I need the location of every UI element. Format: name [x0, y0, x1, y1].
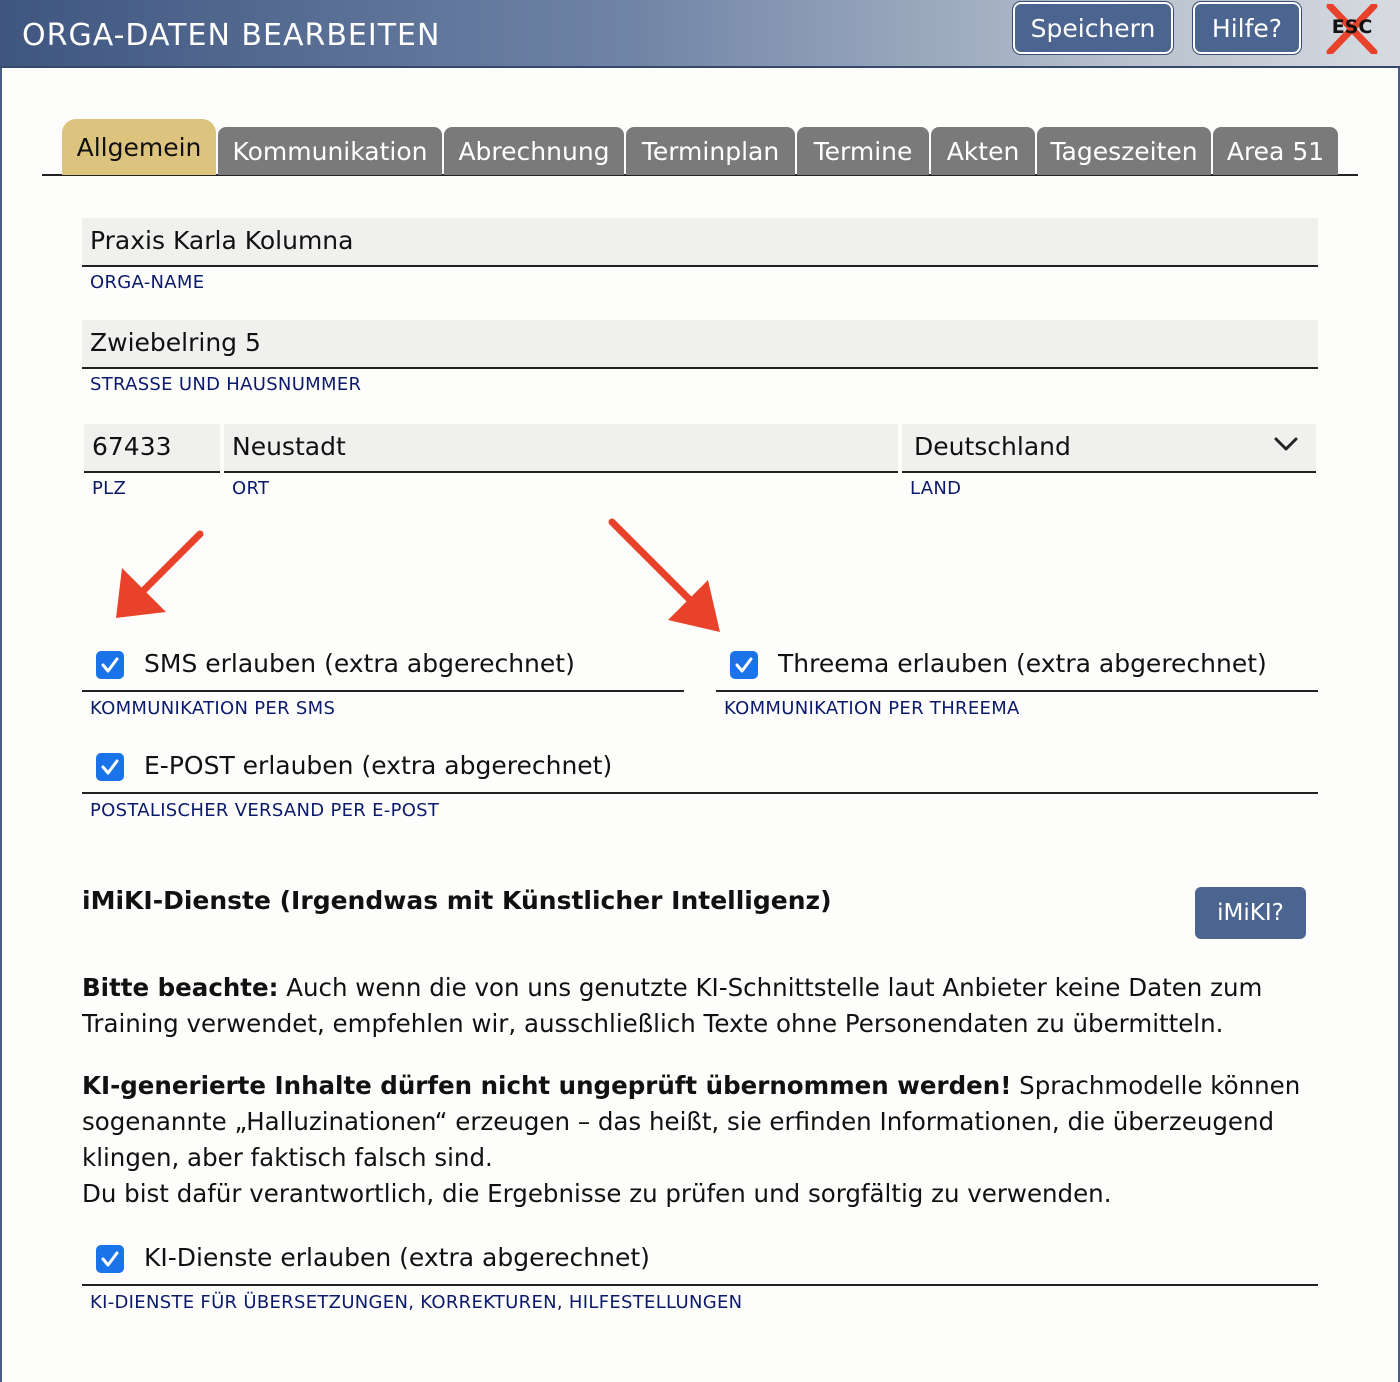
epost-label: POSTALISCHER VERSAND PER E-POST	[90, 800, 440, 821]
annotation-arrow-icon	[110, 528, 210, 624]
street-input[interactable]	[82, 320, 1318, 369]
imiki-section-title: iMiKI-Dienste (Irgendwas mit Künstlicher Intelligenz)	[82, 886, 832, 915]
help-button[interactable]: Hilfe?	[1193, 2, 1301, 54]
tab-bar	[42, 118, 1358, 176]
tab-allgemein[interactable]: Allgemein	[62, 119, 216, 175]
checkmark-icon	[99, 756, 121, 778]
ort-label: ORT	[232, 478, 270, 499]
ki-checkbox[interactable]	[96, 1245, 124, 1273]
sms-checkbox[interactable]	[96, 651, 124, 679]
epost-option-text: E-POST erlauben (extra abgerechnet)	[144, 751, 613, 780]
orga-name-value: Praxis Karla Kolumna	[90, 226, 354, 255]
plz-value: 67433	[92, 432, 172, 461]
land-select[interactable]	[902, 424, 1316, 473]
tab-area-51[interactable]: Area 51	[1213, 127, 1338, 175]
epost-checkbox[interactable]	[96, 753, 124, 781]
title-bar	[0, 0, 1400, 68]
ki-option	[82, 1234, 1318, 1286]
epost-option	[82, 742, 1318, 794]
save-button[interactable]: Speichern	[1013, 2, 1173, 54]
street-value: Zwiebelring 5	[90, 328, 261, 357]
warning-text: Sprachmodelle können sogenannte „Halluzinationen“ erzeugen – das heißt, sie erfinden Informationen, die überzeugend klingen, aber faktisch falsch sind.	[82, 1071, 1301, 1172]
threema-label: KOMMUNIKATION PER THREEMA	[724, 698, 1020, 719]
ort-input[interactable]	[224, 424, 898, 473]
tab-termine[interactable]: Termine	[797, 127, 929, 175]
street-label: STRASSE UND HAUSNUMMER	[90, 374, 362, 395]
note-bold: Bitte beachte:	[82, 973, 279, 1002]
imiki-warning	[82, 1068, 1322, 1212]
threema-option-text: Threema erlauben (extra abgerechnet)	[778, 649, 1267, 678]
threema-option	[716, 640, 1318, 692]
tab-terminplan[interactable]: Terminplan	[626, 127, 795, 175]
checkmark-icon	[99, 1248, 121, 1270]
esc-close-button[interactable]	[1324, 4, 1380, 54]
checkmark-icon	[99, 654, 121, 676]
plz-label: PLZ	[92, 478, 127, 499]
sms-option	[82, 640, 684, 692]
ort-value: Neustadt	[232, 432, 346, 461]
warning-bold: KI-generierte Inhalte dürfen nicht ungeprüft übernommen werden!	[82, 1071, 1012, 1100]
ki-label: KI-DIENSTE FÜR ÜBERSETZUNGEN, KORREKTUREN, HILFESTELLUNGEN	[90, 1292, 743, 1313]
imiki-note	[82, 970, 1322, 1042]
tab-akten[interactable]: Akten	[931, 127, 1035, 175]
land-label: LAND	[910, 478, 962, 499]
responsibility-text: Du bist dafür verantwortlich, die Ergebnisse zu prüfen und sorgfältig zu verwenden.	[82, 1179, 1112, 1208]
ki-option-text: KI-Dienste erlauben (extra abgerechnet)	[144, 1243, 650, 1272]
imiki-help-button[interactable]: iMiKI?	[1195, 887, 1306, 939]
plz-input[interactable]	[84, 424, 220, 473]
tab-tageszeiten[interactable]: Tageszeiten	[1037, 127, 1211, 175]
orga-name-label: ORGA-NAME	[90, 272, 205, 293]
esc-label: ESC	[1331, 16, 1373, 38]
tab-kommunikation[interactable]: Kommunikation	[218, 127, 442, 175]
note-text: Auch wenn die von uns genutzte KI-Schnittstelle laut Anbieter keine Daten zum Training verwendet, empfehlen wir, ausschließlich Texte ohne Personendaten zu übermitteln.	[82, 973, 1263, 1038]
annotation-arrow-icon	[604, 514, 728, 638]
tab-abrechnung[interactable]: Abrechnung	[444, 127, 624, 175]
sms-option-text: SMS erlauben (extra abgerechnet)	[144, 649, 575, 678]
orga-name-input[interactable]	[82, 218, 1318, 267]
checkmark-icon	[733, 654, 755, 676]
threema-checkbox[interactable]	[730, 651, 758, 679]
sms-label: KOMMUNIKATION PER SMS	[90, 698, 336, 719]
dialog-title: ORGA-DATEN BEARBEITEN	[22, 18, 441, 53]
chevron-down-icon	[1274, 436, 1298, 452]
land-value: Deutschland	[914, 432, 1071, 461]
